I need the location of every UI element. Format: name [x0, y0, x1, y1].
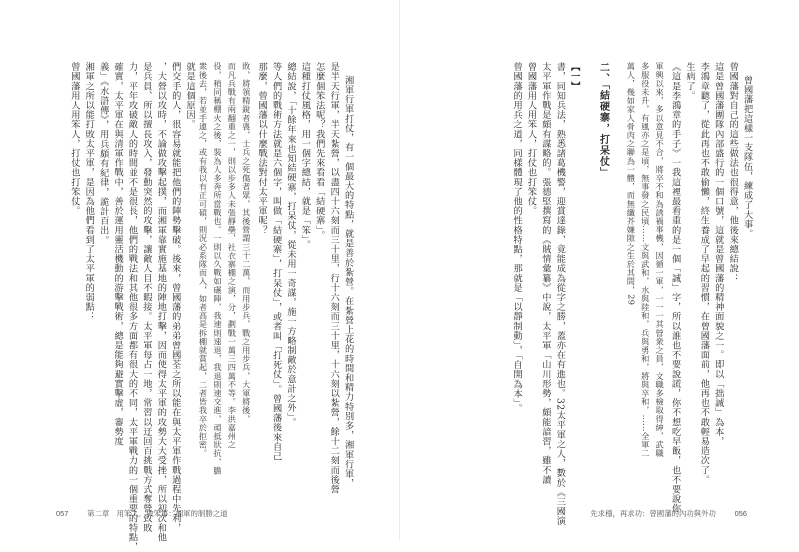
left-block-quote: 敗，將領精銳者喪，士兵之死傷者眾，其後營謂三十二萬，而用步兵，戰之用步兵，大軍將後， 而凡兵戰有兩翻重之一，則以步多人未張靜壘，社衣寨棚之演，分，劃戰一萬三四萬不等。李洪嘉州之 役，稍同稱棚火之後，裝為人多奔所當戰也。一則以久戰如碾陣，我速則速退，我退則速交進，頑抵狀抗，膽 衆後去，若並手連之，或有我以有正可碩，則況必系隊而入，如者高是拆棚就賞起，二者皆我卒於拒密。 [198, 62, 252, 475]
left-body-columns-b: 就是這個原因。 們交手的人，很容易就能把他們的陣勢擊破。後來，曾國藩的弟弟曾國荃之所以能在與太平軍作戰過程中先利， ，大營以攻時，不論做攻擊起撲，而湘軍靠實施基地的陣地打擊，因而使得太平軍的攻勢大大受挫，所以初次和他 是兵員、所以擅長攻入，發動突然的攻擊，讓敵人目不暇接。太平軍每占一地，常習以迂回百挑戰方式奪營致敗 力，平年攻破敵人的時間並不是很長，他們的戰法和其他很多方面都有很大的不同，太平軍戰力的一個重要的特點， 確實，太平軍在與清軍作戰中，善於運用靈活機動的游擊戰術，總是能夠避實擊虛，審勢度 義」《水滸傳》，用兵頗有紀律，詭計百出。 [97, 62, 196, 552]
right-body-columns-a: 曾國藩把這樣一支隊伍，練成了大事。 曾國藩對自己的這些做法也很得意，他後來總結說： 這是曾國藩團隊內部盛行的一個口號，這就是曾國藩的精神面貌之一。即以「拙誠」為本， 李鴻章聽了，從此再也不敢偷懶，終生養成了早起的習慣，在曾國藩面前，他再也不敢輕易造次了。 生病了。 《這是李鴻章的手子》一我這裡最看重的是一個「誠」字，所以誰也不要說謊，你不想吃早飯，也不要說你 [669, 62, 753, 514]
right-block-quote: 軍興以來，多以意見不合，將卒不和為誘禍事機，因循一軍，一一一其營衆之員，文職多檢取得紳，武職 多服役未升，有風亦之是頃，無事發之民頃……文與武和，水與陸和，兵與勇和，將與卒和，……全軍二 萬人，幾如家人骨肉之聯為一體，而無纖芥嫌隙之生於其間，29 [626, 62, 666, 458]
subsection-heading: 【一】 [568, 62, 580, 91]
left-footer [56, 508, 228, 519]
left-page-number: 057 [56, 509, 69, 518]
right-page-number: 056 [734, 509, 747, 518]
left-page [0, 0, 399, 552]
left-body-columns-c: 湘軍之所以能打敗太平軍，是因為他們看到了太平軍的弱點： 曾國藩用人用笨人，打仗也打笨仗。 [68, 62, 95, 322]
right-running-head: 先求穩，再求功：曾國藩的內功與外功 [590, 509, 716, 518]
right-page [400, 0, 799, 541]
section-heading: 二、「結硬寨，打呆仗」 [597, 62, 609, 178]
right-footer [590, 508, 747, 519]
left-body-columns-a: 湘軍行軍打仗，有一個最大的特點，就是善於紮營。在紮營上花的時間和精力特別多，湘軍行軍， 是半天行軍，半天紮營，以盡四十六刻而三十里，行十六刻而三十里，十六刻以紮營，餘十二刻而後營 怎麼個笨法呢？我們先來看看「結硬寨」。 這種打仗風格，用一個字總結，就是「笨」。 總結說，「十餘年來也知結硬寨，打呆仗，從未用一奇謀，施一方略制敵於意計之外」。 等人們的戰術方法就是六個字，叫做「結硬寨」，打呆仗」，或者叫「打死仗」。曾國藩後來自己 那麼，曾國藩以什麼戰法對付太平軍呢？ [256, 62, 354, 494]
left-running-head: 第二章 用笨人．做笨事：湘軍的制勝之道 [87, 509, 228, 518]
right-body-columns-b: 書，同知兵法，熟悉諸葛機警，迎賞達錄，竟能成為從字之勝，蓋亦在有進也。32太平軍之人，數於《三國演 太平軍作戰是頗有謀略的。張德堅撰寫的《賊情彙纂》中說，太平軍「山川形勢，頗能諳習，雖不讀 曾國藩用人用笨人，打仗也打笨仗。 曾國藩的用兵之道，同樣體現了他的性格特點，那就是「以靜制動」，「自開為本」。 [511, 62, 566, 526]
